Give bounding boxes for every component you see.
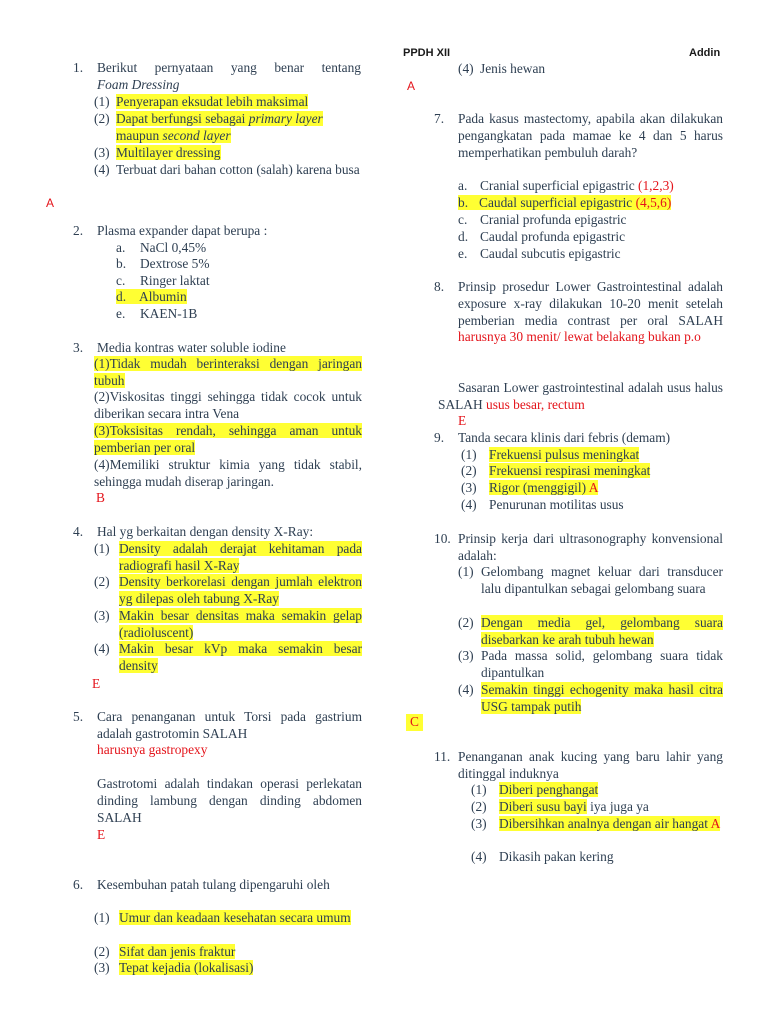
question-stem: Plasma expander dapat berupa : <box>97 223 268 238</box>
question-stem: Berikut pernyataan yang benar tentang <box>97 60 361 75</box>
question-stem-italic: Foam Dressing <box>97 77 180 92</box>
option-letter: e. <box>116 306 126 321</box>
option-number: (3) <box>94 960 110 975</box>
correction-text: harusnya 30 menit/ lewat belakang bukan p.o <box>458 329 701 345</box>
question-number: 3. <box>73 340 84 355</box>
option-letter: d. <box>116 289 127 304</box>
question-number: 7. <box>434 111 445 126</box>
option-text-italic: primary layer <box>248 111 323 126</box>
note-correction: usus besar, rectum <box>486 396 585 412</box>
option-text: Frekuensi respirasi meningkat <box>489 463 651 478</box>
question-number: 10. <box>434 531 451 546</box>
question-stem: Pada kasus mastectomy, apabila akan dilakukan pengangkatan pada mamae ke 4 dan 5 harus memperhatikan pembuluh darah? <box>458 111 723 160</box>
option-number: (3) <box>94 145 110 160</box>
option-text: Pada massa solid, gelombang suara tidak dipantulkan <box>481 648 723 680</box>
answer-mark: B <box>96 490 105 505</box>
question-number: 9. <box>434 430 445 445</box>
answer-mark: A <box>407 79 416 93</box>
option-number: (1) <box>94 541 110 556</box>
answer-mark: C <box>406 714 423 731</box>
option-text: Frekuensi pulsus meningkat <box>489 447 640 462</box>
option-number: (2) <box>461 463 477 478</box>
note-text: Gastrotomi adalah tindakan operasi perlekatan dinding lambung dengan dinding abdomen SALAH <box>97 776 362 825</box>
option-number: (4) <box>94 162 110 177</box>
option-text: (1)Tidak mudah berinteraksi dengan jaringan tubuh <box>94 356 362 388</box>
question-stem: Prinsip kerja dari ultrasonography konvensional adalah: <box>458 531 723 563</box>
option-number: (4) <box>94 641 110 656</box>
option-text: Caudal profunda epigastric <box>480 229 626 244</box>
question-number: 6. <box>73 877 84 892</box>
option-text-italic: second layer <box>162 128 231 143</box>
answer-mark: A <box>588 480 599 495</box>
question-number: 1. <box>73 60 84 75</box>
option-text: Density berkorelasi dengan jumlah elektron yg dilepas oleh tabung X-Ray <box>119 574 362 606</box>
option-text: Sifat dan jenis fraktur <box>119 944 236 959</box>
option-text: Umur dan keadaan kesehatan secara umum <box>119 910 351 925</box>
option-text: Ringer laktat <box>140 273 210 288</box>
question-stem: Media kontras water soluble iodine <box>97 340 286 355</box>
question-number: 8. <box>434 279 445 294</box>
option-text: NaCl 0,45% <box>140 240 207 255</box>
question-number: 11. <box>434 749 451 764</box>
option-note: (1,2,3) <box>638 178 674 193</box>
question-stem: Hal yg berkaitan dengan density X-Ray: <box>97 524 314 539</box>
answer-mark: E <box>97 827 106 842</box>
option-text: Tepat kejadia (lokalisasi) <box>119 960 254 975</box>
option-number: (3) <box>458 648 474 663</box>
option-number: (1) <box>461 447 477 462</box>
answer-mark: E <box>92 676 101 691</box>
option-text: Dapat berfungsi sebagai <box>116 111 249 126</box>
option-text: Semakin tinggi echogenity maka hasil citra USG tampak putih <box>481 682 723 714</box>
option-text: Dextrose 5% <box>140 256 210 271</box>
option-text: Dikasih pakan kering <box>499 849 614 864</box>
option-text: (3)Toksisitas rendah, sehingga aman untuk pemberian per oral <box>94 423 362 455</box>
option-letter: a. <box>458 178 468 193</box>
option-text: Gelombang magnet keluar dari transducer lalu dipantulkan sebagai gelombang suara <box>481 564 723 596</box>
option-number: (4) <box>461 497 477 512</box>
option-letter: c. <box>116 273 126 288</box>
option-letter: c. <box>458 212 468 227</box>
header-right: Addin <box>689 47 721 59</box>
option-number: (2) <box>94 944 110 959</box>
answer-mark: A <box>46 196 55 210</box>
option-text: Caudal superficial epigastric <box>479 195 636 210</box>
option-text: Penurunan motilitas usus <box>489 497 624 512</box>
option-number: (1) <box>458 564 474 579</box>
header-left: PPDH XII <box>403 47 451 59</box>
option-number: (2) <box>94 574 110 589</box>
question-number: 5. <box>73 709 84 724</box>
option-number: (4) <box>458 61 474 76</box>
option-text: Density adalah derajat kehitaman pada radiografi hasil X-Ray <box>119 541 362 573</box>
answer-mark: E <box>458 413 467 428</box>
option-letter: a. <box>116 240 126 255</box>
option-text: Dibersihkan analnya dengan air hangat <box>499 816 708 831</box>
question-stem: Prinsip prosedur Lower Gastrointestinal adalah exposure x-ray dilakukan 10-20 menit setelah pemberian media contrast per oral SALAH <box>458 279 723 328</box>
question-number: 2. <box>73 223 84 238</box>
option-text: (2)Viskositas tinggi sehingga tidak cocok untuk diberikan secara intra Vena <box>94 389 362 421</box>
option-text: Dengan media gel, gelombang suara disebarkan ke arah tubuh hewan <box>481 615 723 647</box>
question-stem: Tanda secara klinis dari febris (demam) <box>458 430 671 445</box>
option-text: KAEN-1B <box>140 306 198 321</box>
option-text: Makin besar kVp maka semakin besar density <box>119 641 362 673</box>
option-number: (2) <box>458 615 474 630</box>
option-text: Multilayer dressing <box>116 145 221 160</box>
question-stem: Penanganan anak kucing yang baru lahir yang ditinggal induknya <box>458 749 723 781</box>
question-number: 4. <box>73 524 84 539</box>
option-number: (3) <box>94 608 110 623</box>
option-note: (4,5,6) <box>635 195 672 210</box>
option-text: maupun <box>116 128 163 143</box>
correction-text: harusnya gastropexy <box>97 742 208 757</box>
option-number: (2) <box>94 111 110 126</box>
option-text: Terbuat dari bahan cotton (salah) karena busa <box>116 162 360 177</box>
option-comment: iya juga ya <box>586 799 649 814</box>
option-letter: d. <box>458 229 469 244</box>
option-text: Penyerapan eksudat lebih maksimal <box>116 94 309 109</box>
option-letter: b. <box>116 256 127 271</box>
option-text: (4)Memiliki struktur kimia yang tidak stabil, sehingga mudah diserap jaringan. <box>94 457 362 489</box>
answer-mark: A <box>710 816 721 831</box>
option-letter: b. <box>458 195 469 210</box>
option-number: (3) <box>471 816 487 831</box>
option-text: Diberi susu bayi <box>499 799 587 814</box>
option-text: Jenis hewan <box>480 61 546 76</box>
option-number: (1) <box>94 94 110 109</box>
option-number: (4) <box>458 682 474 697</box>
option-text: Caudal subcutis epigastric <box>480 246 621 261</box>
option-number: (1) <box>94 910 110 925</box>
option-number: (4) <box>471 849 487 864</box>
question-stem: Cara penanganan untuk Torsi pada gastrium adalah gastrotomin SALAH <box>97 709 362 741</box>
note-text: Sasaran Lower gastrointestinal adalah usus halus SALAH <box>438 380 723 412</box>
option-text: Cranial superficial epigastric <box>480 178 639 193</box>
question-stem: Kesembuhan patah tulang dipengaruhi oleh <box>97 877 330 892</box>
option-number: (2) <box>471 799 487 814</box>
option-letter: e. <box>458 246 468 261</box>
option-text: Rigor (menggigil) <box>489 480 587 495</box>
option-text: Diberi penghangat <box>499 782 599 797</box>
option-text: Albumin <box>139 289 187 304</box>
option-number: (3) <box>461 480 477 495</box>
option-text: Cranial profunda epigastric <box>480 212 627 227</box>
option-number: (1) <box>471 782 487 797</box>
option-text: Makin besar densitas maka semakin gelap (radioluscent) <box>119 608 362 640</box>
